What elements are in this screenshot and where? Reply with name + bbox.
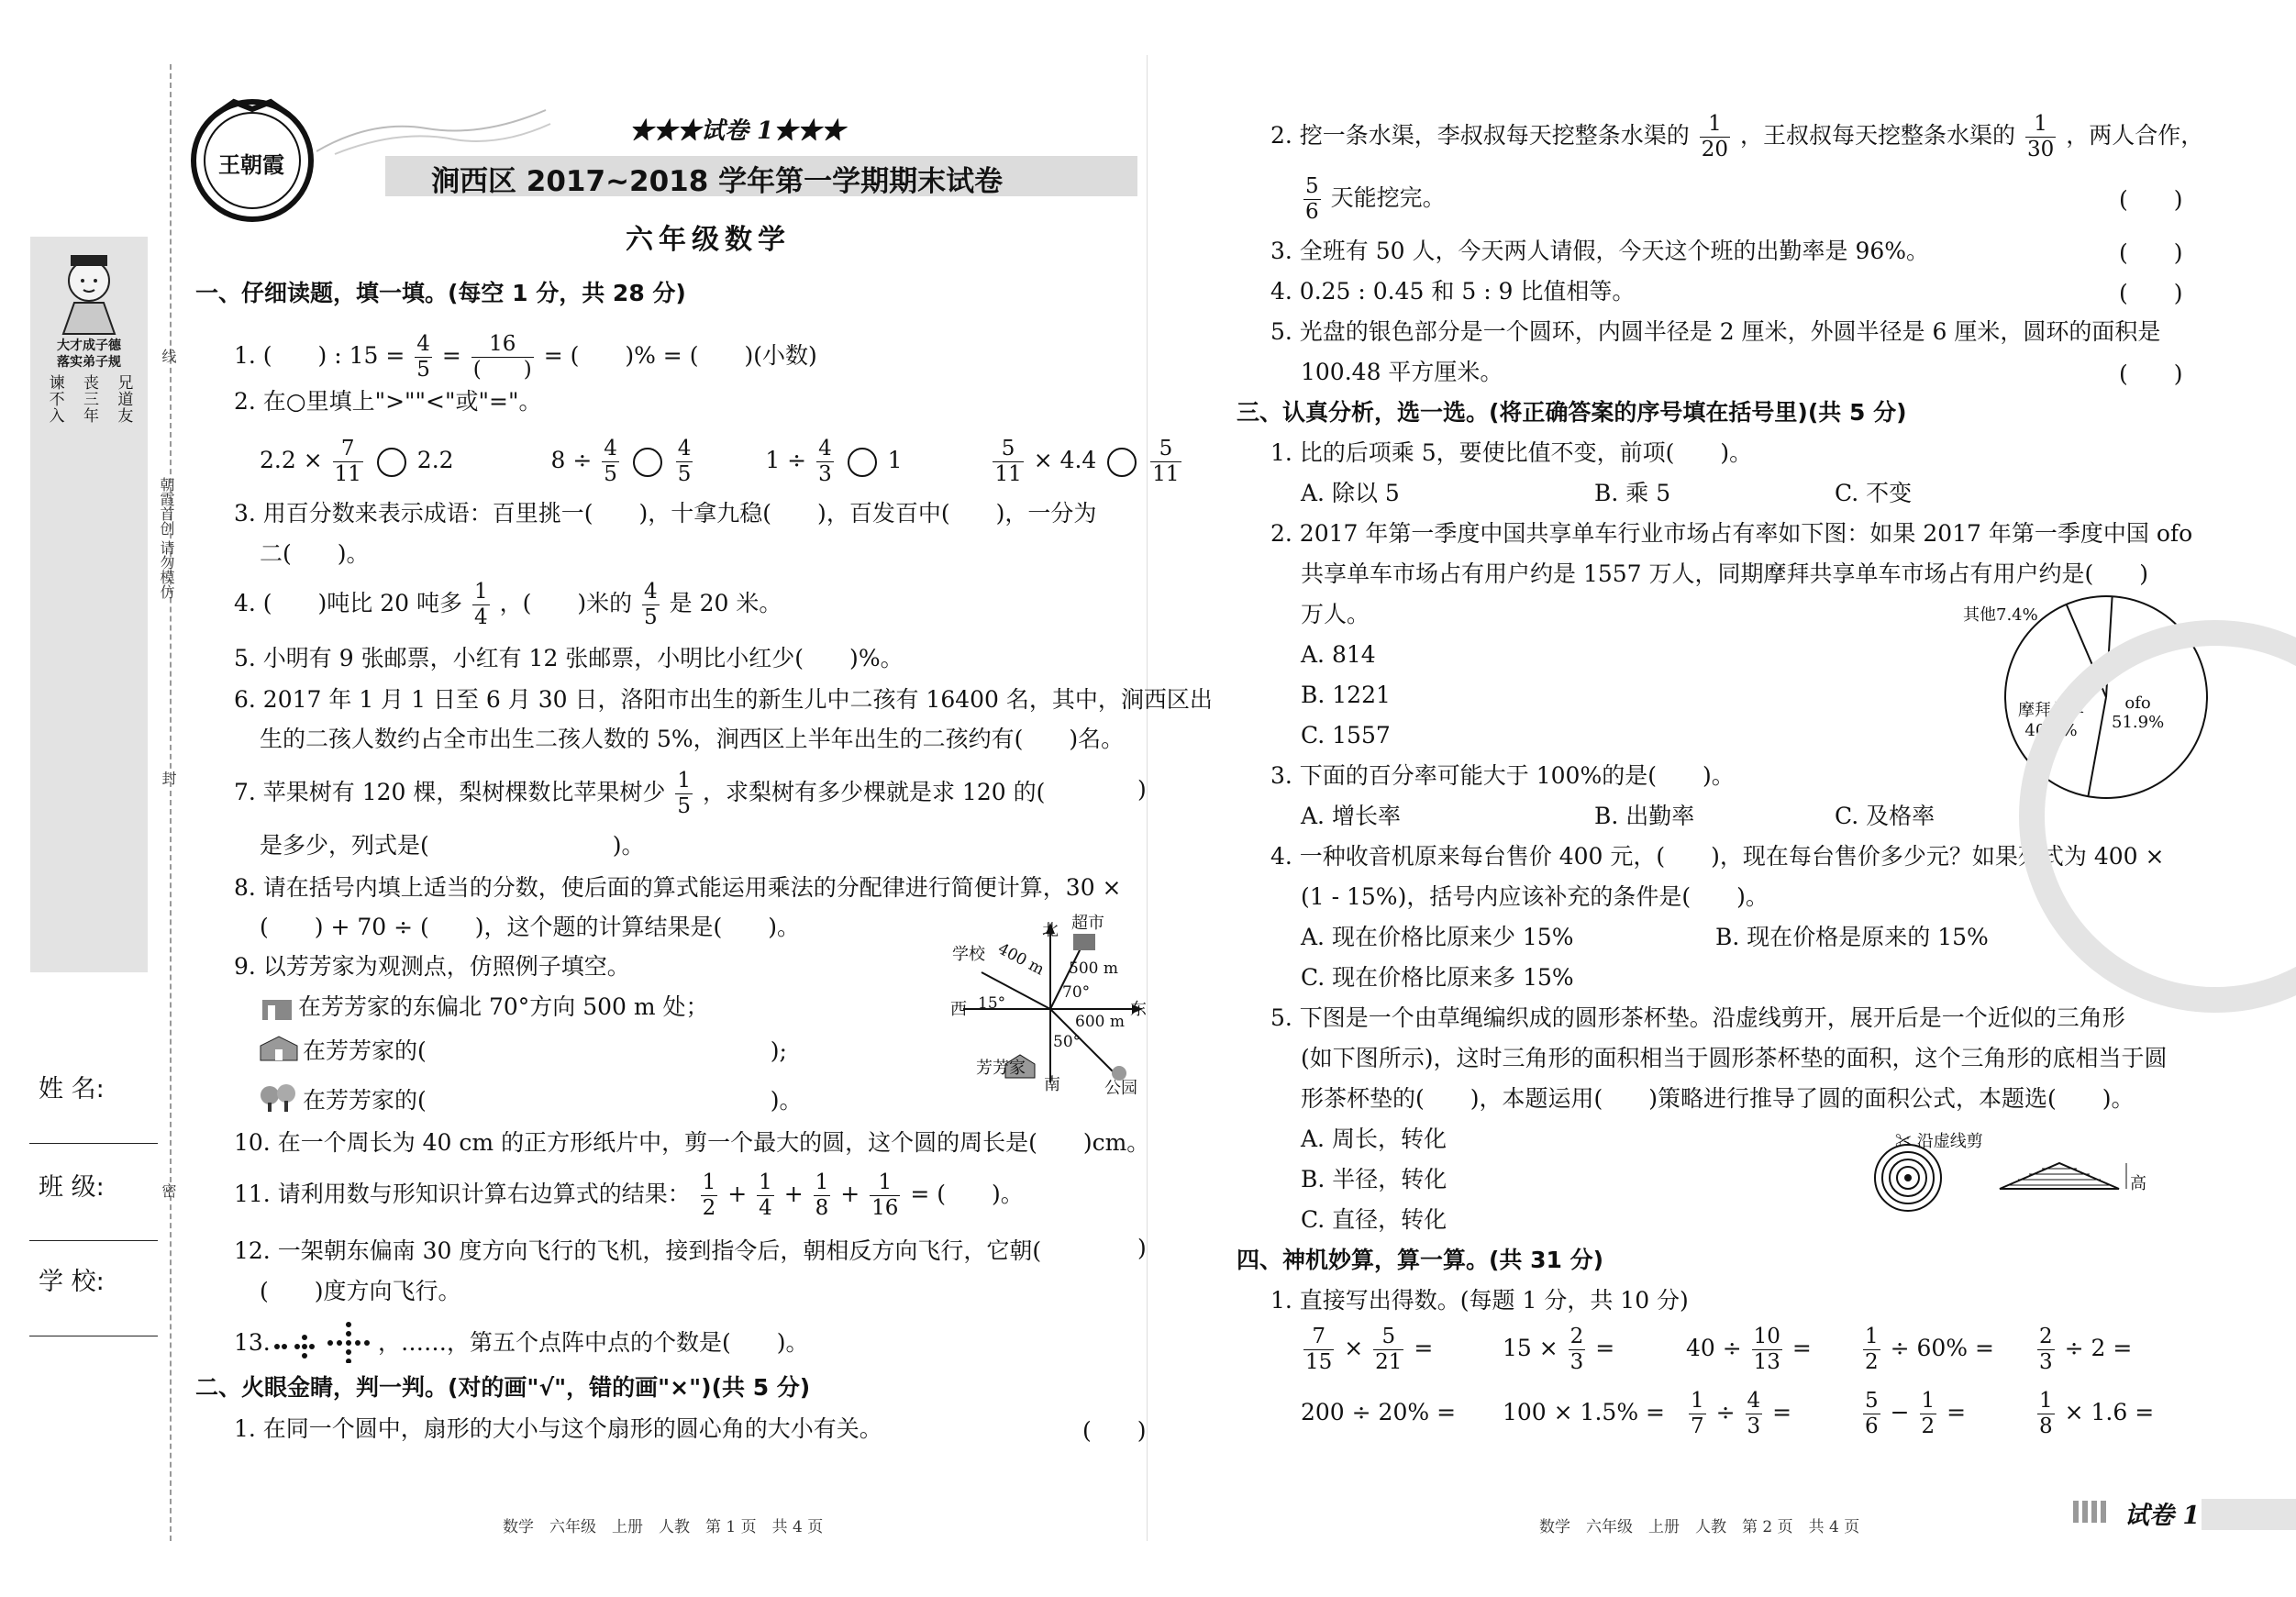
option[interactable]: B. 出勤率 (1594, 803, 1695, 829)
question-continued: 100.48 平方厘米。 (1301, 359, 1503, 385)
map-label-market: 超市 (1071, 914, 1104, 933)
map-label-school: 学校 (952, 945, 985, 964)
option[interactable]: C. 现在价格比原来多 15% (1301, 964, 1574, 991)
school-label: 学 校: (39, 1268, 105, 1296)
sidebar-columns (38, 374, 140, 961)
option[interactable]: C. 不变 (1835, 480, 1913, 506)
calc-item: $\frac{7}{15}$ × $\frac{5}{21}$ = (1305, 1325, 1434, 1374)
notice-label: 朝霞首创 请勿模仿 (158, 477, 175, 600)
question: 4. 0.25 : 0.45 和 5 : 9 比值相等。 (1270, 278, 1636, 305)
question: 2. 2017 年第一季度中国共享单车行业市场占有率如下图：如果 2017 年第一季度中国 ofo (1270, 520, 2193, 547)
calc-item: 40 ÷ $\frac{10}{13}$ = (1686, 1325, 1812, 1374)
calc-row (1301, 1321, 2163, 1376)
page-footer: 数学 六年级 上册 人教 第 1 页 共 4 页 (503, 1518, 824, 1536)
section-heading: 二、火眼金睛，判一判。(对的画"√"，错的画"×")(共 5 分) (195, 1374, 811, 1401)
option[interactable]: B. 1221 (1301, 682, 1391, 708)
name-field[interactable] (29, 1143, 158, 1144)
question-continued: ( )度方向飞行。 (260, 1278, 461, 1304)
question: 13. (234, 1329, 271, 1356)
section-heading: 四、神机妙算，算一算。(共 31 分) (1237, 1247, 1604, 1273)
map-label-park: 公园 (1104, 1079, 1137, 1098)
answer-paren[interactable]: ( ) (2119, 239, 2183, 266)
question: 4. ( )吨比 20 吨多 $\frac{1}{4}$ ，( )米的 $\frac{4}{5}$ 是 20 米。 (234, 580, 782, 629)
page-subtitle: 六年级数学 (626, 224, 791, 256)
question: 10. 在一个周长为 40 cm 的正方形纸片中，剪一个最大的圆，这个圆的周长是( )cm。 (234, 1129, 1150, 1156)
question: 1. 比的后项乘 5，要使比值不变，前项( )。 (1270, 439, 1753, 466)
triangle-height-label: 高 (2130, 1174, 2146, 1193)
market-icon (259, 994, 295, 1022)
compare-circle[interactable] (633, 448, 662, 477)
map-distance: 400 m (994, 939, 1048, 980)
ribbon-decoration (316, 101, 555, 156)
option[interactable]: C. 直径，转化 (1301, 1206, 1447, 1233)
footer-decoration (2073, 1501, 2110, 1523)
calc-item: 15 × $\frac{2}{3}$ = (1503, 1325, 1615, 1374)
footer-paper-tag: 试卷 1 (2124, 1502, 2201, 1530)
question-continued: (如下图所示)，这时三角形的面积相当于圆形茶杯垫的面积，这个三角形的底相当于圆 (1301, 1045, 2168, 1071)
page-fold (1147, 55, 1148, 1541)
watermark-seal (2018, 596, 2296, 1037)
page-footer: 数学 六年级 上册 人教 第 2 页 共 4 页 (1539, 1518, 1860, 1536)
option[interactable]: B. 现在价格是原来的 15% (1715, 924, 1989, 950)
sidebar-panel (30, 237, 148, 972)
sidebar-motto: 大才成子德 落实弟子规 (57, 338, 121, 370)
answer-paren[interactable]: ( ) (2119, 186, 2183, 213)
question-line: 在芳芳家的( )。 (303, 1087, 803, 1114)
sidebar-column: 谏不入 (45, 374, 64, 424)
brand-logo-text: 王朝霞 (218, 151, 284, 178)
map-label-east: 东 (1130, 1000, 1147, 1019)
compare-circle[interactable] (1107, 448, 1137, 477)
question: 5. 下图是一个由草绳编织成的圆形茶杯垫。沿虚线剪开，展开后是一个近似的三角形 (1270, 1004, 2125, 1031)
section-heading: 三、认真分析，选一选。(将正确答案的序号填在括号里)(共 5 分) (1237, 399, 1907, 426)
question-continued: 形茶杯垫的( )，本题运用( )策略进行推导了圆的面积公式，本题选( )。 (1301, 1085, 2135, 1112)
question: 3. 下面的百分率可能大于 100%的是( )。 (1270, 762, 1735, 789)
calc-item: 100 × 1.5% = (1503, 1399, 1665, 1425)
question: 2. 挖一条水渠，李叔叔每天挖整条水渠的 $\frac{1}{20}$ ，王叔叔每天挖整条水渠的 $\frac{1}{30}$ ，两人合作， (1270, 112, 2204, 161)
calc-item: $\frac{2}{3}$ ÷ 2 = (2039, 1325, 2133, 1374)
answer-paren[interactable]: ) (1137, 776, 1147, 803)
question-continued: ( ) + 70 ÷ ( )，这个题的计算结果是( )。 (260, 914, 801, 940)
seal-label: 封 (160, 771, 177, 785)
option[interactable]: B. 乘 5 (1594, 480, 1671, 506)
question-line: 在芳芳家的东偏北 70°方向 500 m 处； (298, 993, 709, 1020)
answer-paren[interactable]: ( ) (1082, 1417, 1147, 1444)
question: 1. 直接写出得数。(每题 1 分，共 10 分) (1270, 1287, 1689, 1314)
option[interactable]: A. 增长率 (1301, 803, 1401, 829)
question: 7. 苹果树有 120 棵，梨树棵数比苹果树少 $\frac{1}{5}$ ，求梨树有多少棵就是求 120 的( (234, 769, 1046, 818)
question: 9. 以芳芳家为观测点，仿照例子填空。 (234, 953, 630, 980)
scholar-figure-icon (50, 246, 128, 338)
calc-item: $\frac{5}{6}$ − $\frac{1}{2}$ = (1865, 1389, 1967, 1438)
map-angle: 70° (1062, 983, 1091, 1002)
question: 3. 全班有 50 人，今天两人请假，今天这个班的出勤率是 96%。 (1270, 238, 1930, 264)
compare-circle[interactable] (848, 448, 877, 477)
question-continued: 万人。 (1301, 601, 1370, 627)
question: 1. 在同一个圆中，扇形的大小与这个扇形的圆心角的大小有关。 (234, 1415, 882, 1442)
option[interactable]: A. 现在价格比原来少 15% (1301, 924, 1574, 950)
answer-paren[interactable]: ( ) (2119, 280, 2183, 306)
question: 3. 用百分数来表示成语：百里挑一( )，十拿九稳( )，百发百中( )，一分为 (234, 500, 1097, 527)
option[interactable]: A. 除以 5 (1301, 480, 1400, 506)
option[interactable]: C. 1557 (1301, 722, 1391, 749)
option[interactable]: C. 及格率 (1835, 803, 1936, 829)
map-distance: 500 m (1069, 959, 1118, 978)
option[interactable]: A. 814 (1301, 641, 1376, 668)
section-heading: 一、仔细读题，填一填。(每空 1 分，共 28 分) (195, 280, 686, 306)
page-title: 涧西区 2017~2018 学年第一学期期末试卷 (431, 165, 1004, 198)
question-continued: 共享单车市场占有用户约是 1557 万人，同期摩拜共享单车市场占有用户约是( ) (1301, 560, 2149, 587)
question-continued: ，……，第五个点阵中点的个数是( )。 (378, 1329, 809, 1356)
seal-label: 密 (160, 1183, 177, 1198)
question: 4. 一种收音机原来每台售价 400 元，( )，现在每台售价多少元？如果列式为 400 × (1270, 843, 2165, 870)
question-continued: 二( )。 (260, 540, 370, 567)
calc-item: $\frac{1}{2}$ ÷ 60% = (1865, 1325, 1994, 1374)
calc-item: 200 ÷ 20% = (1301, 1399, 1457, 1425)
class-label: 班 级: (39, 1173, 105, 1202)
sidebar-column: 丧三年 (79, 374, 98, 424)
footer-band (2202, 1499, 2296, 1530)
class-field[interactable] (29, 1240, 158, 1241)
pie-label-ofo: ofo 51.9% (2112, 693, 2165, 732)
name-label: 姓 名: (39, 1075, 105, 1103)
question: 2. 在○里填上">""<"或"="。 (234, 388, 542, 415)
option[interactable]: A. 周长，转化 (1301, 1126, 1447, 1152)
park-icon (257, 1082, 301, 1114)
question: 6. 2017 年 1 月 1 日至 6 月 30 日，洛阳市出生的新生儿中二孩有 16400 名，其中，涧西区出 (234, 686, 1213, 713)
compare-circle[interactable] (377, 448, 406, 477)
question-continued: $\frac{5}{6}$ 天能挖完。 (1305, 174, 1446, 224)
question-line: 在芳芳家的( ); (303, 1037, 787, 1064)
question-continued: 生的二孩人数约占全市出生二孩人数的 5%，涧西区上半年出生的二孩约有( )名。 (260, 726, 1125, 752)
question: 12. 一架朝东偏南 30 度方向飞行的飞机，接到指令后，朝相反方向飞行，它朝( (234, 1237, 1042, 1264)
school-icon (257, 1033, 301, 1064)
map-label-north: 北 (1042, 921, 1059, 940)
paper-tag: ★★★试卷 1★★★ (629, 117, 846, 145)
calc-row (1301, 1385, 2163, 1440)
question-continued: 是多少，列式是( )。 (260, 832, 645, 859)
question: 8. 请在括号内填上适当的分数，使后面的算式能运用乘法的分配律进行简便计算，30 × (234, 874, 1122, 901)
pie-label-other: 其他7.4% (1963, 605, 2038, 625)
calc-item: $\frac{1}{7}$ ÷ $\frac{4}{3}$ = (1691, 1389, 1792, 1438)
question-continued: (1 - 15%)，括号内应该补充的条件是( )。 (1301, 883, 1769, 910)
answer-paren[interactable]: ( ) (2119, 360, 2183, 387)
sidebar-column: 兄道友 (114, 374, 133, 424)
coaster-cut-label: ✂ 沿虚线剪 (1895, 1132, 1983, 1151)
compare-row: 2.2 × $\frac{7}{11}$ 2.2 8 ÷ $\frac{4}{5}$ $\frac{4}{5}$ 1 ÷ $\frac{4}{3}$ 1 $\frac{5}{11}$ × 4.4 $\frac{5}{11}$ (260, 437, 1180, 486)
map-angle: 15° (978, 994, 1006, 1013)
option[interactable]: B. 半径，转化 (1301, 1166, 1447, 1192)
map-distance: 600 m (1075, 1013, 1125, 1031)
map-angle: 50° (1053, 1033, 1081, 1051)
map-label-south: 南 (1044, 1075, 1060, 1094)
question: 11. 请利用数与形知识计算右边算式的结果： $\frac{1}{2}$ + $\frac{1}{4}$ + $\frac{1}{8}$ + $\frac{1}{16}$ = ( )。 (234, 1170, 1024, 1220)
map-label-west: 西 (950, 1000, 967, 1019)
question: 1. ( ) : 15 = $\frac{4}{5}$ = $\frac{16}{( )}$ = ( )% = ( )(小数) (234, 332, 817, 382)
question: 5. 小明有 9 张邮票，小红有 12 张邮票，小明比小红少( )%。 (234, 645, 904, 671)
binding-line (170, 64, 172, 1541)
question: 5. 光盘的银色部分是一个圆环，内圆半径是 2 厘米，外圆半径是 6 厘米，圆环的面积是 (1270, 318, 2161, 345)
pie-label-mobike: 摩拜单车 40.7% (2018, 701, 2084, 740)
map-label-home: 芳芳家 (976, 1059, 1026, 1078)
calc-item: $\frac{1}{8}$ × 1.6 = (2039, 1389, 2155, 1438)
answer-paren[interactable]: ) (1137, 1235, 1147, 1261)
seal-label: 线 (160, 349, 177, 363)
dot-pattern-figure (272, 1319, 382, 1363)
